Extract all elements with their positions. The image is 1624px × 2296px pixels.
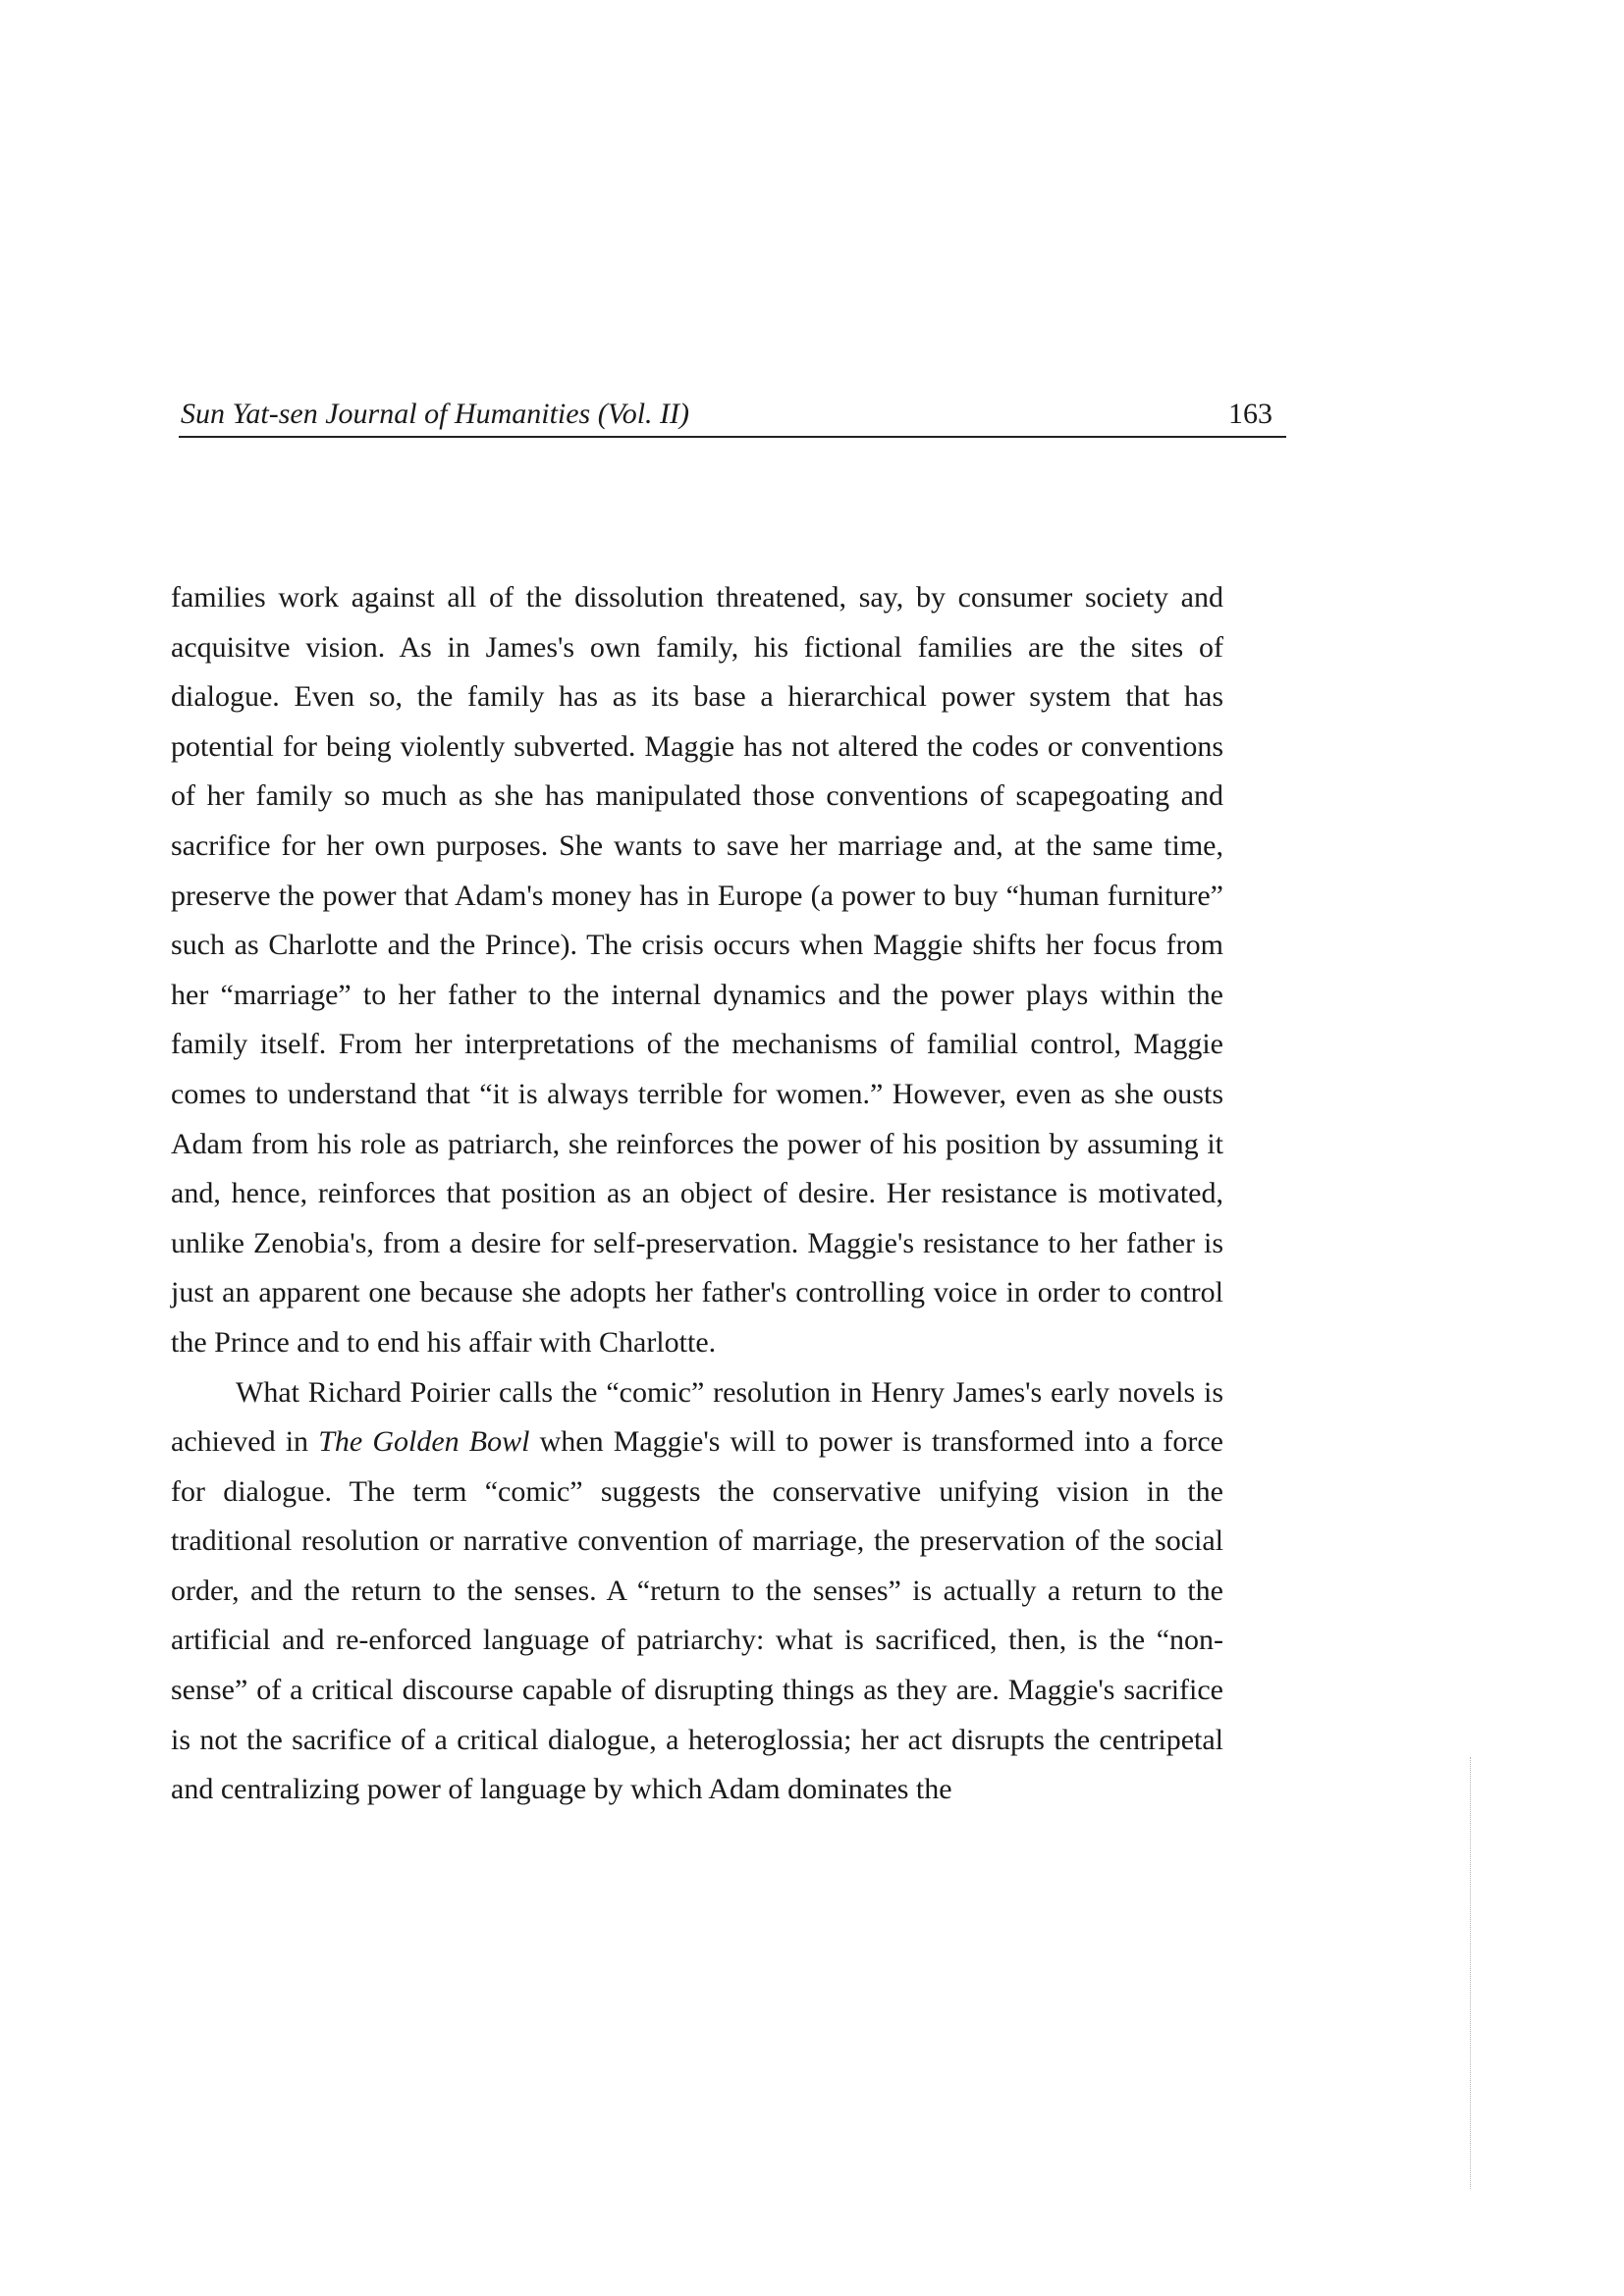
paragraph-2-part-2: when Maggie's will to power is transformed into a force for dialogue. The term “comic” suggests the conservative unifying vision in the traditional resolution or narrative convention of marriage, the preservation of the social order, and the return to the senses. A “return to the senses” is actually a return to the artificial and re-enforced language of patriarchy: what is sacrificed, then, is the “non-sense” of a critical discourse capable of disrupting things as they are. Maggie's sacrifice is not the sacrifice of a critical dialogue, a heteroglossia; her act disrupts the centripetal and centralizing power of language by which Adam dominates the: [171, 1425, 1223, 1806]
journal-title: Sun Yat-sen Journal of Humanities (Vol. II): [181, 398, 690, 430]
book-title: The Golden Bowl: [318, 1425, 530, 1459]
paragraph-1: families work against all of the dissolution threatened, say, by consumer society and acquisitve vision. As in James's own family, his fictional families are the sites of dialogue. Even so, the family has as its base a hierarchical power system that has potential for being violently subverted. Maggie has not altered the codes or conventions of her family so much as she has manipulated those conventions of scapegoating and sacrifice for her own purposes. She wants to save her marriage and, at the same time, preserve the power that Adam's money has in Europe (a power to buy “human furniture” such as Charlotte and the Prince). The crisis occurs when Maggie shifts her focus from her “marriage” to her father to the internal dynamics and the power plays within the family itself. From her interpretations of the mechanisms of familial control, Maggie comes to understand that “it is always terrible for women.” However, even as she ousts Adam from his role as patriarch, she reinforces the power of his position by assuming it and, hence, reinforces that position as an object of desire. Her resistance is motivated, unlike Zenobia's, from a desire for self-preservation. Maggie's resistance to her father is just an apparent one because she adopts her father's controlling voice in order to control the Prince and to end his affair with Charlotte.: [171, 581, 1223, 1359]
paragraph-2: [171, 1368, 1223, 1815]
running-header: [179, 389, 1286, 438]
paragraph-2-part-1: What Richard Poirier calls the “comic” resolution in Henry James's early novels is achieved in: [171, 1375, 1223, 1459]
body-text: [171, 573, 1223, 1815]
scan-margin-mark: [1470, 1757, 1471, 2189]
page-number: 163: [1228, 398, 1272, 430]
